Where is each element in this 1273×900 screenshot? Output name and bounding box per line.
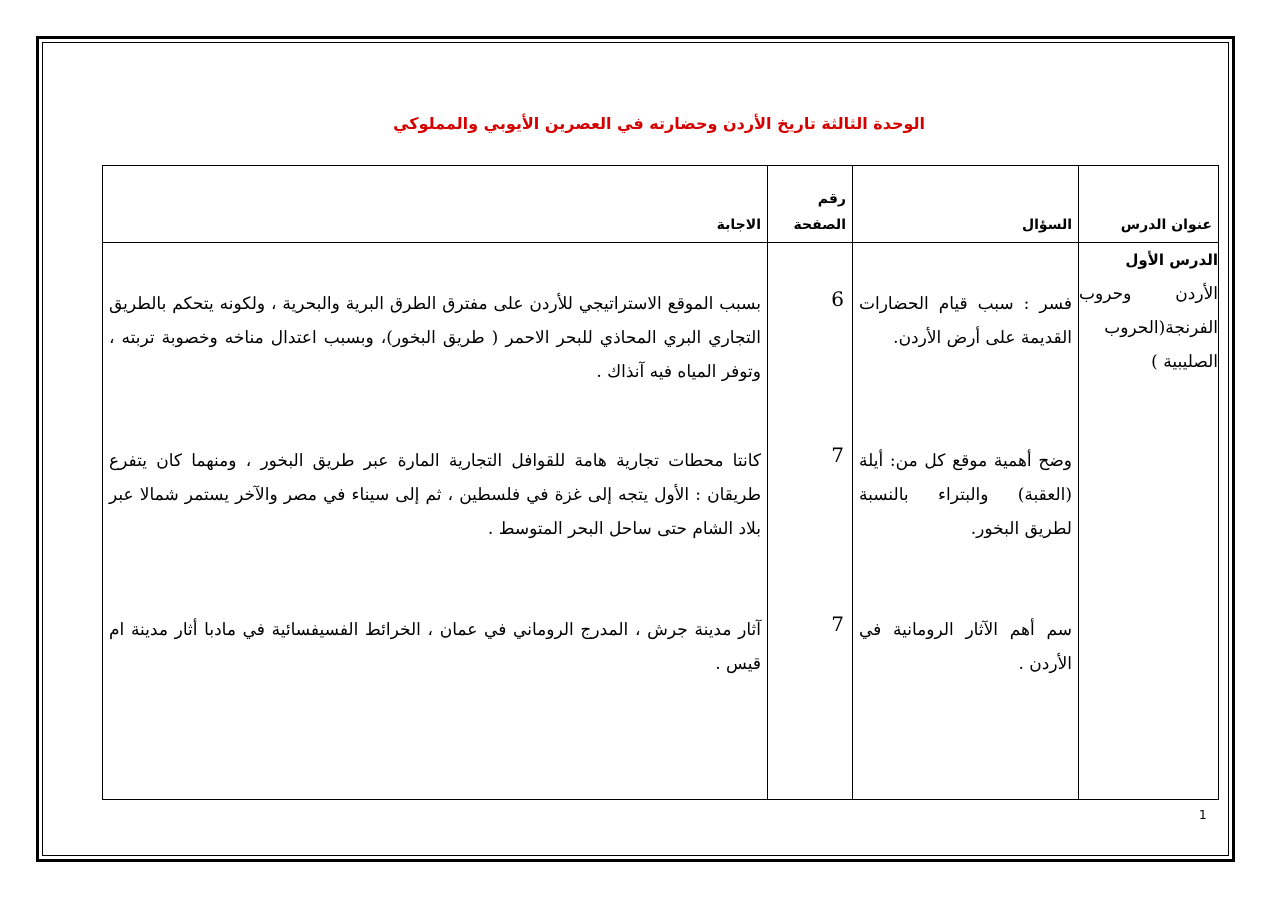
header-page-line1: رقم: [817, 191, 846, 207]
answer-1: بسبب الموقع الاستراتيجي للأردن على مفترق الطرق البرية والبحرية ، ولكونه يتحكم بالطريق التجاري البري المحاذي للبحر الاحمر ( طريق البخور)، وبسبب اعتدال مناخه وخصوبة تربته ، وتوفر المياه فيه آنذاك .: [109, 294, 761, 382]
page-number-1: 6: [831, 287, 844, 311]
lesson-title: الدرس الأول: [1125, 251, 1218, 269]
answers-cell: [103, 243, 768, 800]
header-answer: الاجابة: [103, 166, 768, 243]
answer-2: كانتا محطات تجارية هامة للقوافل التجارية المارة عبر طريق البخور ، ومنهما كان يتفرع طريقان : الأول يتجه إلى غزة في فلسطين ، ثم إلى سيناء في مصر والآخر يستمر شمالا عبر بلاد الشام حتى ساحل البحر المتوسط .: [109, 451, 761, 539]
header-question: السؤال: [853, 166, 1079, 243]
header-page-line2: الصفحة: [793, 217, 846, 233]
lessons-table: [102, 165, 1219, 800]
table-row: [103, 243, 1219, 800]
header-page-number: [768, 166, 853, 243]
page-number-2: 7: [831, 443, 844, 467]
question-2: وضح أهمية موقع كل من: أيلة (العقبة) والبتراء بالنسبة لطريق البخور.: [859, 451, 1072, 539]
question-1: فسر : سبب قيام الحضارات القديمة على أرض الأردن.: [859, 294, 1072, 348]
lesson-cell: [1079, 243, 1219, 800]
table-header-row: [103, 166, 1219, 243]
questions-cell: [853, 243, 1079, 800]
lesson-name: الأردن وحروب الفرنجة(الحروب الصليبية ): [1079, 284, 1218, 372]
header-lesson-title: عنوان الدرس: [1079, 166, 1219, 243]
page-number-3: 7: [831, 612, 844, 636]
footer-page-number: 1: [1199, 808, 1207, 822]
unit-title: الوحدة الثالثة تاريخ الأردن وحضارته في العصرين الأيوبي والمملوكي: [393, 114, 925, 133]
answer-3: آثار مدينة جرش ، المدرج الروماني في عمان ، الخرائط الفسيفسائية في مادبا أثار مدينة ام قيس .: [109, 620, 761, 674]
question-3: سم أهم الآثار الرومانية في الأردن .: [859, 620, 1072, 674]
pages-cell: [768, 243, 853, 800]
